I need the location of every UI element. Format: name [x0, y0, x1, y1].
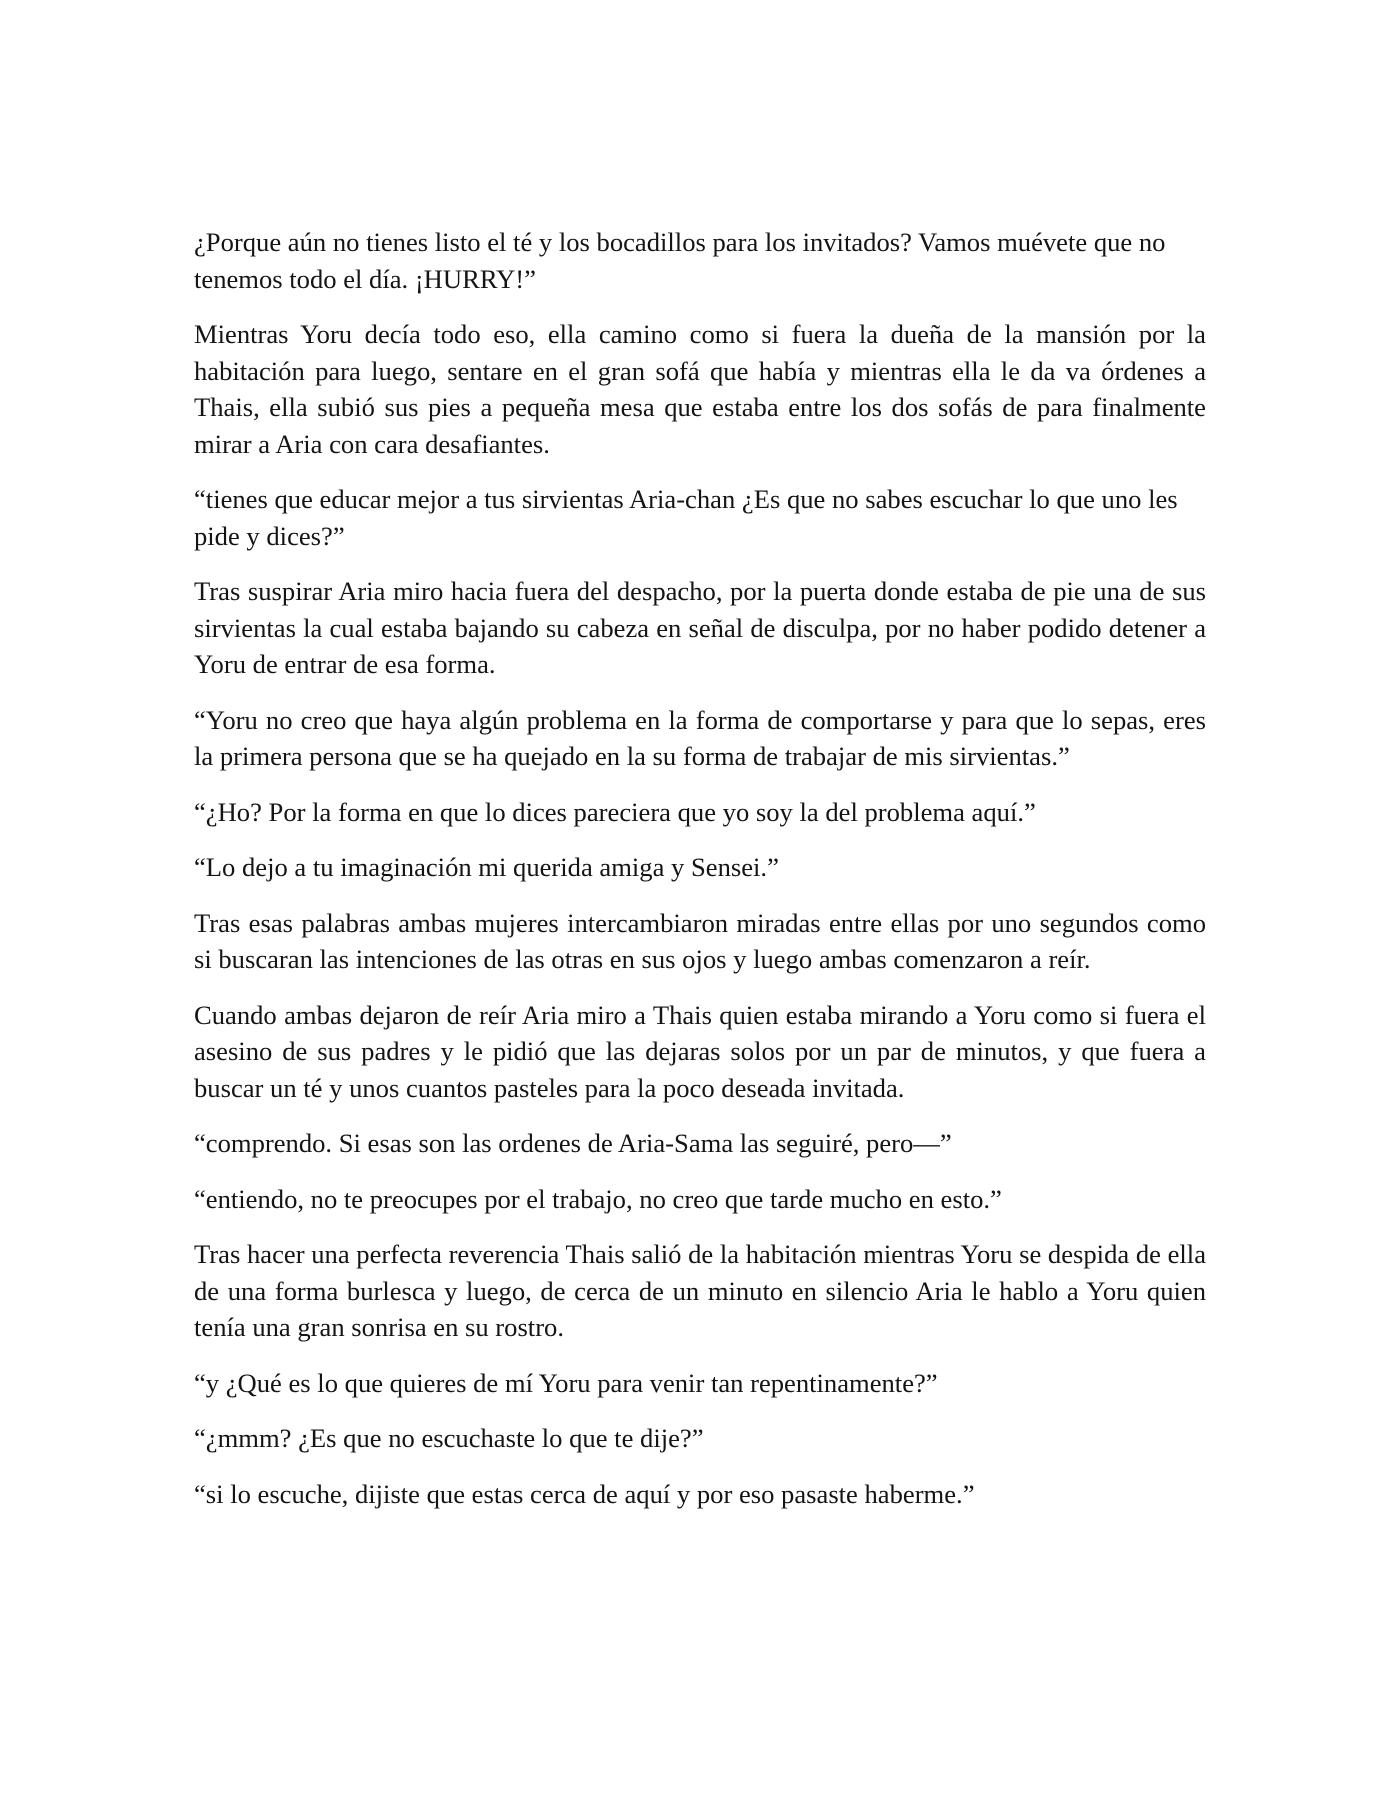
body-text — [194, 224, 1206, 1531]
paragraph: Tras hacer una perfecta reverencia Thais salió de la habitación mientras Yoru se despida de ella de una forma burlesca y luego, de cerca de un minuto en silencio Aria le hablo a Yoru quien tenía una gran sonrisa en su rostro. — [194, 1239, 1206, 1342]
paragraph: “si lo escuche, dijiste que estas cerca de aquí y por eso pasaste haberme.” — [194, 1478, 975, 1509]
paragraph: “tienes que educar mejor a tus sirvientas Aria-chan ¿Es que no sabes escuchar lo que uno les pide y dices?” — [194, 484, 1178, 551]
paragraph: “entiendo, no te preocupes por el trabajo, no creo que tarde mucho en esto.” — [194, 1183, 1002, 1214]
paragraph: “comprendo. Si esas son las ordenes de Aria-Sama las seguiré, pero—” — [194, 1128, 952, 1158]
paragraph: “¿Ho? Por la forma en que lo dices pareciera que yo soy la del problema aquí.” — [194, 796, 1036, 827]
paragraph: Cuando ambas dejaron de reír Aria miro a Thais quien estaba mirando a Yoru como si fuera el asesino de sus padres y le pidió que las dejaras solos por un par de minutos, y que fuera a buscar un té y unos cuantos pasteles para la poco deseada invitada. — [194, 999, 1206, 1103]
paragraph: “Lo dejo a tu imaginación mi querida amiga y Sensei.” — [194, 852, 779, 882]
paragraph: Tras suspirar Aria miro hacia fuera del despacho, por la puerta donde estaba de pie una de sus sirvientas la cual estaba bajando su cabeza en señal de disculpa, por no haber podido detener a Yoru de entrar de esa forma. — [194, 576, 1206, 679]
paragraph: ¿Porque aún no tienes listo el té y los bocadillos para los invitados? Vamos muévete que no tenemos todo el día. ¡HURRY!” — [194, 227, 1166, 294]
paragraph: “Yoru no creo que haya algún problema en la forma de comportarse y para que lo sepas, eres la primera persona que se ha quejado en la su forma de trabajar de mis sirvientas.” — [194, 704, 1206, 771]
paragraph: “¿mmm? ¿Es que no escuchaste lo que te dije?” — [194, 1423, 704, 1453]
paragraph: Mientras Yoru decía todo eso, ella camino como si fuera la dueña de la mansión por la habitación para luego, sentare en el gran sofá que había y mientras ella le da va órdenes a Thais, ella subió sus pies a pequeña mesa que estaba entre los dos sofás de para finalmente mirar a Aria con cara desafiantes. — [194, 319, 1206, 459]
paragraph: Tras esas palabras ambas mujeres intercambiaron miradas entre ellas por uno segundos como si buscaran las intenciones de las otras en sus ojos y luego ambas comenzaron a reír. — [194, 907, 1206, 974]
paragraph: “y ¿Qué es lo que quieres de mí Yoru para venir tan repentinamente?” — [194, 1367, 938, 1398]
